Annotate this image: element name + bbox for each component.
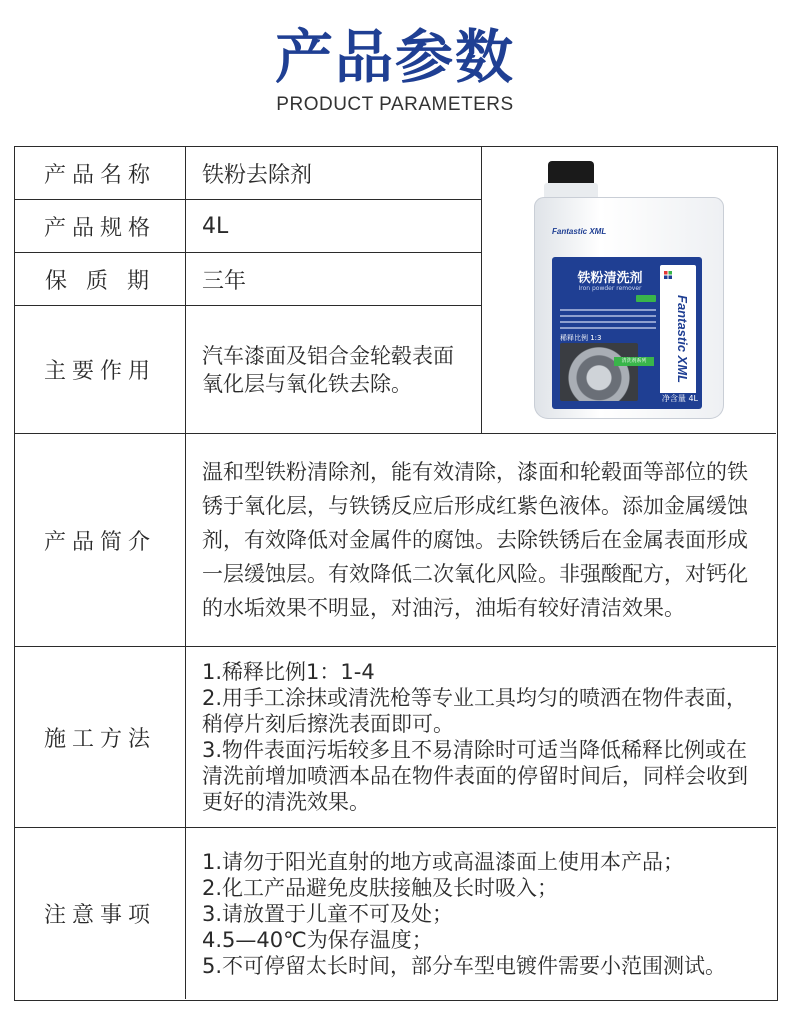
page-subtitle: PRODUCT PARAMETERS	[276, 94, 514, 115]
jug-cap	[548, 161, 594, 185]
page-title: 产品参数	[274, 23, 515, 91]
method-item: 3.物件表面污垢较多且不易清除时可适当降低稀释比例或在清洗前增加喷洒本品在物件表面的停留时间后，同样会收到更好的清洗效果。	[202, 738, 748, 814]
row-value-shelf-life: 三年	[186, 253, 482, 306]
row-label-method: 施工方法	[15, 647, 186, 828]
row-value-name: 铁粉去除剂	[186, 147, 482, 200]
row-label-function: 主要作用	[15, 306, 186, 434]
label-ratio: 稀释比例 1:3	[560, 334, 602, 342]
intro-text: 温和型铁粉清除剂，能有效清除，漆面和轮毂面等部位的铁锈于氧化层，与铁锈反应后形成红紫色液体。添加金属缓蚀剂，有效降低对金属件的腐蚀。去除铁锈后在金属表面形成一层缓蚀层。有效降低二次氧化风险。非强酸配方，对钙化的水垢效果不明显，对油污，油垢有较好清洁效果。	[202, 460, 748, 620]
label-text-lines	[560, 309, 656, 333]
parameters-table	[14, 146, 778, 1001]
row-value-intro	[186, 434, 776, 647]
product-image	[482, 147, 776, 434]
brand-squares-icon	[664, 271, 672, 279]
wheel-image	[560, 343, 638, 401]
label-title: 铁粉清洗剂	[577, 271, 643, 286]
label-vertical-brand: Fantastic XML	[675, 295, 690, 384]
row-label-intro: 产品简介	[15, 434, 186, 647]
row-value-notes	[186, 828, 776, 999]
row-value-function	[186, 306, 482, 434]
brand-logo: Fantastic XML	[552, 227, 607, 236]
row-value-spec: 4L	[186, 200, 482, 253]
notes-item: 1.请勿于阳光直射的地方或高温漆面上使用本产品；	[202, 849, 685, 874]
notes-item: 5.不可停留太长时间，部分车型电镀件需要小范围测试。	[202, 953, 727, 978]
row-value-method	[186, 647, 776, 828]
label-subtitle: Iron powder remover	[578, 285, 642, 292]
row-label-shelf-life: 保 质 期	[15, 253, 186, 306]
label-badge	[636, 295, 656, 302]
label-tag: 清洗剂系列	[614, 357, 654, 366]
row-label-name: 产品名称	[15, 147, 186, 200]
product-label	[552, 257, 702, 409]
row-label-notes: 注意事项	[15, 828, 186, 999]
notes-item: 4.5—40℃为保存温度；	[202, 927, 433, 952]
notes-item: 2.化工产品避免皮肤接触及长时吸入；	[202, 875, 559, 900]
function-text: 汽车漆面及铝合金轮毂表面氧化层与氧化铁去除。	[202, 343, 454, 396]
row-label-spec: 产品规格	[15, 200, 186, 253]
method-item: 2.用手工涂抹或清洗枪等专业工具均匀的喷洒在物件表面，稍停片刻后擦洗表面即可。	[202, 686, 748, 736]
product-jug	[534, 161, 724, 419]
method-item: 1.稀释比例1：1-4	[202, 660, 375, 684]
notes-item: 3.请放置于儿童不可及处；	[202, 901, 454, 926]
label-volume: 净含量 4L	[656, 393, 700, 405]
label-side-panel	[660, 265, 696, 405]
